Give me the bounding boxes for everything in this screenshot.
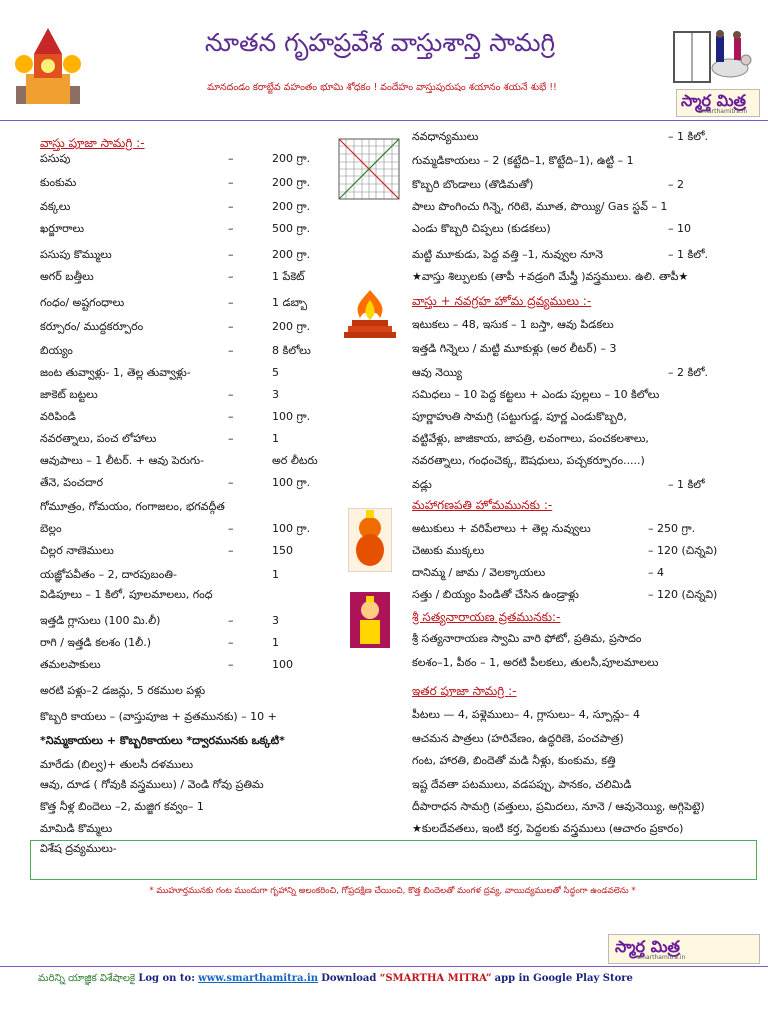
right-item-name: కొబ్బరి బొండాలు (తొడిమతో) — [412, 178, 534, 191]
left-item-dash: – — [228, 176, 234, 189]
smartha-mitra-logo-footer — [608, 934, 760, 964]
left-item-name: ఇత్తడి గ్లాసులు (100 మి.లీ) — [40, 614, 161, 627]
right-item-name: కలశం–1, పీఠం – 1, అరటి పీలకలు, తులసీ,పూలమాలలు — [412, 656, 659, 669]
left-item-qty: 5 — [272, 366, 279, 379]
left-item-qty: 1 — [272, 432, 279, 445]
footer-prefix: మరిన్ని యాజ్ఞిక విశేషాలకై — [38, 973, 136, 984]
left-item-qty: 100 గ్రా. — [272, 476, 311, 489]
other-section-heading: ఇతర పూజా సామగ్రి :- — [412, 684, 517, 698]
left-item-dash: – — [228, 432, 234, 445]
left-item-qty: 200 గ్రా. — [272, 200, 311, 213]
left-item-qty: 100 గ్రా. — [272, 410, 311, 423]
ganapati-section-heading: మహాగణపతి హోమమునకు :- — [412, 498, 553, 512]
footer-logo-text: స్మార్త మిత్ర — [615, 937, 680, 956]
left-item-qty: 500 గ్రా. — [272, 222, 311, 235]
left-item-name: కర్పూరం/ ముద్దకర్పూరం — [40, 320, 144, 333]
right-item-name: శ్రీ సత్యనారాయణ స్వామి వారి ఫోటో, ప్రతిమ, ప్రసాదం — [412, 632, 642, 645]
footer-divider — [0, 966, 768, 967]
left-item-dash: – — [228, 222, 234, 235]
right-item-qty: – 2 — [668, 178, 684, 191]
homa-fire-image — [342, 288, 398, 338]
footer-logon: Log on to: — [138, 973, 195, 984]
left-item-name: పసుపు — [40, 152, 71, 165]
griha-pravesham-image — [672, 26, 758, 86]
right-item-name: గుమ్మడికాయలు – 2 (కట్టేది–1, కొట్టేది–1), ఉట్టి – 1 — [412, 154, 634, 167]
left-item-qty: 1 డబ్బా — [272, 296, 308, 309]
left-item-name: రాగి / ఇత్తడి కలశం (1లీ.) — [40, 636, 151, 649]
left-item-dash: – — [228, 476, 234, 489]
left-item-qty: 1 — [272, 636, 279, 649]
left-item-name: గోమూత్రం, గోమయం, గంగాజలం, భగవద్గీత — [40, 500, 225, 513]
left-item-name: ఆవు, దూడ ( గోవుకి వస్త్రములు) / వెండి గోవు ప్రతిమ — [40, 778, 264, 791]
left-item-qty: 100 — [272, 658, 293, 671]
right-item-name: ఆవు నెయ్యి — [412, 366, 463, 379]
left-item-name: ఖర్జూరాలు — [40, 222, 85, 235]
logo-text: స్మార్త మిత్ర — [681, 91, 746, 110]
right-item-name: దానిమ్మ / జామ / వెలక్కాయలు — [412, 566, 546, 579]
satyanarayana-image — [350, 592, 390, 648]
right-item-name: దీపారాధన సామగ్రి (వత్తులు, ప్రమిదలు, నూనె / ఆవునెయ్యి, అగ్గిపెట్టె) — [412, 800, 705, 813]
left-item-dash: – — [228, 320, 234, 333]
left-item-name: చిల్లర నాణెములు — [40, 544, 114, 557]
left-item-qty: అర లీటరు — [272, 454, 318, 467]
right-item-qty: – 1 కిలో. — [668, 248, 709, 261]
left-item-qty: 200 గ్రా. — [272, 176, 311, 189]
left-item-dash: – — [228, 658, 234, 671]
right-item-name: వడ్లు — [412, 478, 432, 491]
logo-sub: smarthamitra.in — [699, 108, 748, 115]
left-item-dash: – — [228, 388, 234, 401]
right-item-name: పూర్ణాహుతి సామగ్రి (పట్టుగుడ్డ, పూర్ణ ఎండుకొబ్బరి, — [412, 410, 627, 423]
footer-app-name: “SMARTHA MITRA” — [379, 973, 492, 984]
right-item-name: చెఱుకు ముక్కలు — [412, 544, 485, 557]
left-item-dash: – — [228, 636, 234, 649]
footer-logo-sub: smarthamitra.in — [637, 954, 686, 961]
right-item-name: సత్తు / బియ్యం పిండితో చేసిన ఉండ్రాళ్లు — [412, 588, 579, 601]
left-item-dash: – — [228, 270, 234, 283]
left-item-name: కుంకుమ — [40, 176, 77, 189]
left-item-name: *నిమ్మకాయలు + కొబ్బరికాయలు *ద్వారమునకు ఒక్కటి* — [40, 734, 285, 747]
right-item-qty: – 120 (చిన్నవి) — [648, 588, 718, 601]
left-item-qty: 200 గ్రా. — [272, 152, 311, 165]
right-item-name: అటుకులు + వరిపేలాలు + తెల్ల నువ్వులు — [412, 522, 591, 535]
right-item-name: ఆచమన పాత్రలు (హరివేణం, ఉద్ధరిణె, పంచపాత్ర) — [412, 732, 624, 745]
left-item-dash: – — [228, 614, 234, 627]
left-item-name: పసుపు కొమ్ములు — [40, 248, 112, 261]
vastu-grid-image — [338, 138, 400, 200]
left-item-qty: 8 కిలోలు — [272, 344, 311, 357]
right-item-qty: – 2 కిలో. — [668, 366, 709, 379]
page-title: నూతన గృహప్రవేశ వాస్తుశాన్తి సామగ్రి — [204, 28, 556, 57]
right-item-name: ఇటుకలు – 48, ఇసుక – 1 బస్తా, ఆవు పిడకలు — [412, 318, 614, 331]
temple-image — [12, 24, 84, 106]
left-item-name: కొబ్బరి కాయలు – (వాస్తుపూజ + వ్రతమునకు) – 10 + — [40, 710, 277, 723]
left-item-name: గంధం/ అష్టగంధాలు — [40, 296, 125, 309]
left-item-name: బియ్యం — [40, 344, 73, 357]
left-item-dash: – — [228, 296, 234, 309]
left-item-qty: 200 గ్రా. — [272, 320, 311, 333]
footnote: * ముహూర్తమునకు గంట ముందుగా గృహాన్ని అలంకరించి, గోప్రదక్షిణ చేయించి, కొత్త బిందెలతో మంగళ ద్రవ్య, వాయిద్యములతో సిద్ధంగా ఉండవలెను * — [149, 886, 636, 896]
left-item-dash: – — [228, 344, 234, 357]
right-item-name: నవరత్నాలు, గంధంచెక్క, ఔషధులు, పచ్చకర్పూరం.....) — [412, 454, 645, 467]
right-item-name: సమిధలు – 10 పెద్ద కట్టలు + ఎండు పుల్లలు – 10 కిలోలు — [412, 388, 660, 401]
left-item-qty: 200 గ్రా. — [272, 248, 311, 261]
left-item-dash: – — [228, 200, 234, 213]
smartha-mitra-logo — [676, 89, 760, 117]
left-item-qty: 3 — [272, 614, 279, 627]
special-items-box — [30, 840, 757, 880]
right-item-name: గంట, హారతి, బిందెతో మడి నీళ్లు, కుంకుమ, కత్తి — [412, 754, 616, 767]
left-item-name: మారేడు (బిల్వ)+ తులసీ దళములు — [40, 758, 194, 771]
left-item-name: వరిపిండి — [40, 410, 76, 423]
left-item-name: అగర్ బత్తీలు — [40, 270, 94, 283]
right-item-qty: – 1 కిలో. — [668, 130, 709, 143]
left-item-qty: 3 — [272, 388, 279, 401]
right-item-qty: – 4 — [648, 566, 664, 579]
left-item-name: ఆవుపాలు – 1 లీటర్. + ఆవు పెరుగు- — [40, 454, 205, 467]
footer-suffix: app in Google Play Store — [494, 973, 633, 984]
footer-download: Download — [321, 973, 377, 984]
left-item-name: బెల్లం — [40, 522, 62, 535]
website-link[interactable]: www.smarthamitra.in — [198, 973, 319, 984]
right-item-name: ఎండు కొబ్బరి చిప్పలు (కుడకలు) — [412, 222, 551, 235]
right-item-name: పాలు పొంగించు గిన్నె, గరిటె, మూత, పొయ్యి/ Gas స్టవ్ – 1 — [412, 200, 668, 213]
right-item-name: ★వాస్తు శిల్పులకు (తాపీ +వడ్రంగి మేస్త్రీ )వస్త్రములు. ఉలి. తాపీ★ — [412, 270, 689, 283]
left-item-name: మామిడి కొమ్మలు — [40, 822, 113, 835]
left-item-name: తేనె, పంచదార — [40, 476, 103, 489]
left-item-name: తమలపాకులు — [40, 658, 101, 671]
left-item-qty: 1 పేకెట్ — [272, 270, 305, 283]
page-subtitle: మానదండం కరాబ్జేవ వహంతం భూమి శోధకం ! వందేహం వాస్తుపురుషం శయానం శయనే శుభే !! — [207, 82, 557, 93]
right-item-qty: – 1 కిలో — [668, 478, 705, 491]
left-item-name: నవరత్నాలు, పంచ లోహాలు — [40, 432, 157, 445]
right-item-qty: – 10 — [668, 222, 691, 235]
right-item-name: మట్టి మూకుడు, పెద్ద వత్తి –1, నువ్వుల నూనె — [412, 248, 603, 261]
right-item-name: నవధాన్యములు — [412, 130, 479, 143]
ganapati-image — [348, 508, 392, 572]
right-item-name: ★కులదేవతలు, ఇంటి కర్త, పెద్దలకు వస్త్రములు (ఆచారం ప్రకారం) — [412, 822, 684, 835]
footer-line — [38, 972, 633, 986]
left-item-name: వక్కలు — [40, 200, 71, 213]
left-item-qty: 150 — [272, 544, 293, 557]
left-item-dash: – — [228, 152, 234, 165]
special-items-label: విశేష ద్రవ్యములు- — [40, 842, 117, 855]
left-item-name: యజ్ఞోపవీతం – 2, దారపుబంతి- — [40, 568, 177, 581]
right-item-qty: – 250 గ్రా. — [648, 522, 696, 535]
left-item-qty: 1 — [272, 568, 279, 581]
right-item-name: పీటలు — 4, పళ్లెములు– 4, గ్లాసులు– 4, స్పూన్లు– 4 — [412, 708, 641, 721]
right-item-name: ఇత్తడి గిన్నెలు / మట్టి మూకుళ్లు (అర లీటర్) – 3 — [412, 342, 617, 355]
left-item-name: జాకెట్ బట్టలు — [40, 388, 98, 401]
left-section-heading: వాస్తు పూజా సామగ్రి :- — [40, 136, 145, 150]
right-item-qty: – 120 (చిన్నవి) — [648, 544, 718, 557]
right-item-name: వట్టివేళ్లు, జాజికాయ, జాపత్రి, లవంగాలు, పంచకలశాలు, — [412, 432, 649, 445]
left-item-name: జంట తువ్వాళ్లు- 1, తెల్ల తువ్వాళ్లు- — [40, 366, 191, 379]
header-divider — [0, 120, 768, 121]
homa-section-heading: వాస్తు + నవగ్రహ హోమ ద్రవ్యములు :- — [412, 294, 592, 308]
left-item-dash: – — [228, 522, 234, 535]
left-item-name: విడిపూలు – 1 కిలో, పూలమాలలు, గంధ — [40, 588, 213, 601]
left-item-dash: – — [228, 248, 234, 261]
left-item-name: అరటి పళ్లు–2 డజన్లు, 5 రకముల పళ్లు — [40, 684, 206, 697]
left-item-dash: – — [228, 544, 234, 557]
left-item-dash: – — [228, 410, 234, 423]
vratam-section-heading: శ్రీ సత్యనారాయణ వ్రతమునకు:- — [412, 610, 561, 624]
right-item-name: ఇష్ట దేవతా పటములు, వడపప్పు, పానకం, చలిమిడి — [412, 778, 632, 791]
left-item-qty: 100 గ్రా. — [272, 522, 311, 535]
left-item-name: కొత్త నీళ్ల బిందెలు –2, మజ్జిగ కవ్వం– 1 — [40, 800, 204, 813]
